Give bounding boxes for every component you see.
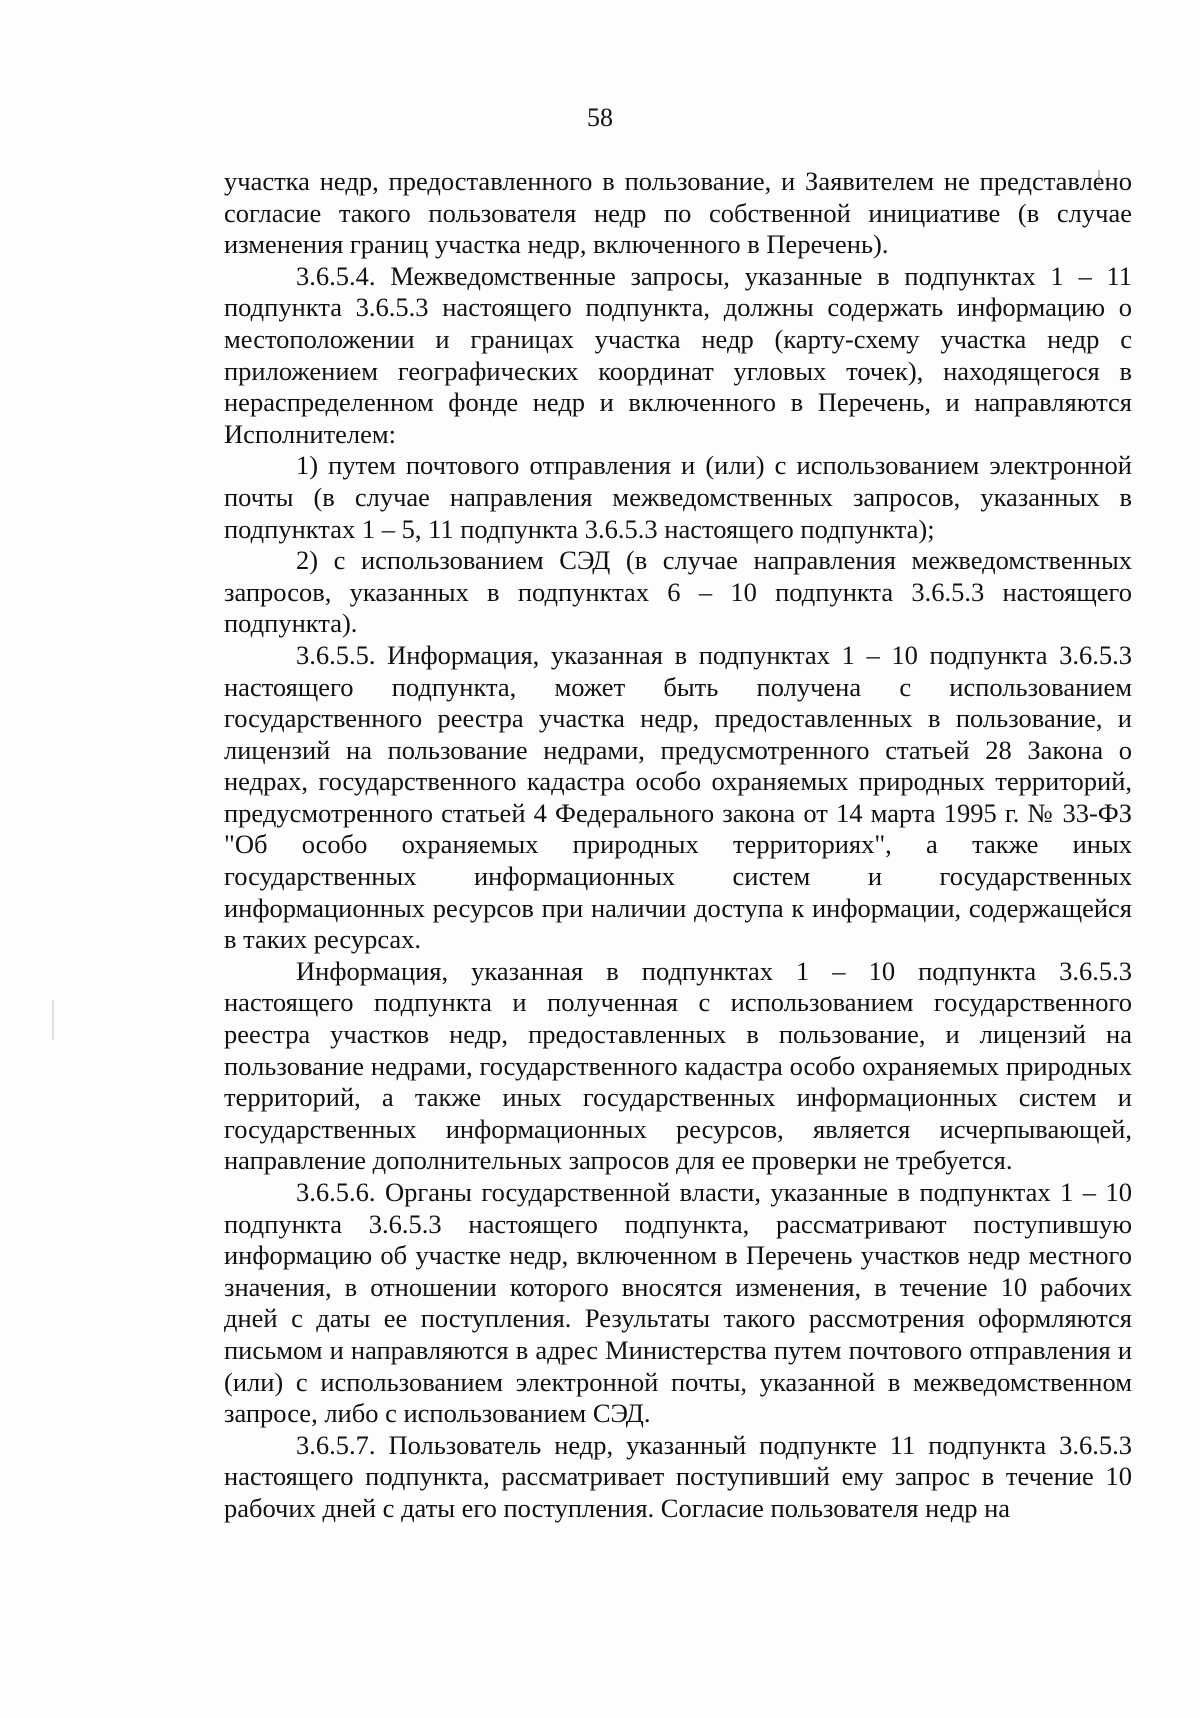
paragraph: 3.6.5.6. Органы государственной власти, указанные в подпунктах 1 – 10 подпункта 3.6.5.3 настоящего подпункта, рассматривают поступившую информацию об участке недр, включенном в Перечень участков недр местного значения, в отношении которого вносятся изменения, в течение 10 рабочих дней с даты ее поступления. Результаты такого рассмотрения оформляются письмом и направляются в адрес Министерства путем почтового отправления и (или) с использованием электронной почты, указанной в межведомственном запросе, либо с использованием СЭД. — [224, 1177, 1132, 1429]
body-text — [224, 166, 1132, 1525]
page-number: 58 — [587, 103, 613, 132]
paragraph: 1) путем почтового отправления и (или) с использованием электронной почты (в случае направления межведомственных запросов, указанных в подпунктах 1 – 5, 11 подпункта 3.6.5.3 настоящего подпункта); — [224, 450, 1132, 544]
scan-artifact — [52, 1000, 54, 1040]
paragraph: 2) с использованием СЭД (в случае направления межведомственных запросов, указанных в подпунктах 6 – 10 подпункта 3.6.5.3 настоящего подпункта). — [224, 545, 1132, 639]
paragraph: участка недр, предоставленного в пользование, и Заявителем не представлено согласие такого пользователя недр по собственной инициативе (в случае изменения границ участка недр, включенного в Перечень). — [224, 166, 1132, 260]
paragraph: 3.6.5.4. Межведомственные запросы, указанные в подпунктах 1 – 11 подпункта 3.6.5.3 настоящего подпункта, должны содержать информацию о местоположении и границах участка недр (карту-схему участка недр с приложением географических координат угловых точек), находящегося в нераспределенном фонде недр и включенного в Перечень, и направляются Исполнителем: — [224, 260, 1132, 449]
paragraph: 3.6.5.7. Пользователь недр, указанный подпункте 11 подпункта 3.6.5.3 настоящего подпункта, рассматривает поступивший ему запрос в течение 10 рабочих дней с даты его поступления. Согласие пользователя недр на — [224, 1429, 1132, 1523]
paragraph: Информация, указанная в подпунктах 1 – 10 подпункта 3.6.5.3 настоящего подпункта и полученная с использованием государственного реестра участков недр, предоставленных в пользование, и лицензий на пользование недрами, государственного кадастра особо охраняемых природных территорий, а также иных государственных информационных систем и государственных информационных ресурсов, является исчерпывающей, направление дополнительных запросов для ее проверки не требуется. — [224, 955, 1132, 1176]
paragraph: 3.6.5.5. Информация, указанная в подпунктах 1 – 10 подпункта 3.6.5.3 настоящего подпункта, может быть получена с использованием государственного реестра участка недр, предоставленных в пользование, и лицензий на пользование недрами, предусмотренного статьей 28 Закона о недрах, государственного кадастра особо охраняемых природных территорий, предусмотренного статьей 4 Федерального закона от 14 марта 1995 г. № 33-ФЗ "Об особо охраняемых природных территориях", а также иных государственных информационных систем и государственных информационных ресурсов при наличии доступа к информации, содержащейся в таких ресурсах. — [224, 639, 1132, 955]
